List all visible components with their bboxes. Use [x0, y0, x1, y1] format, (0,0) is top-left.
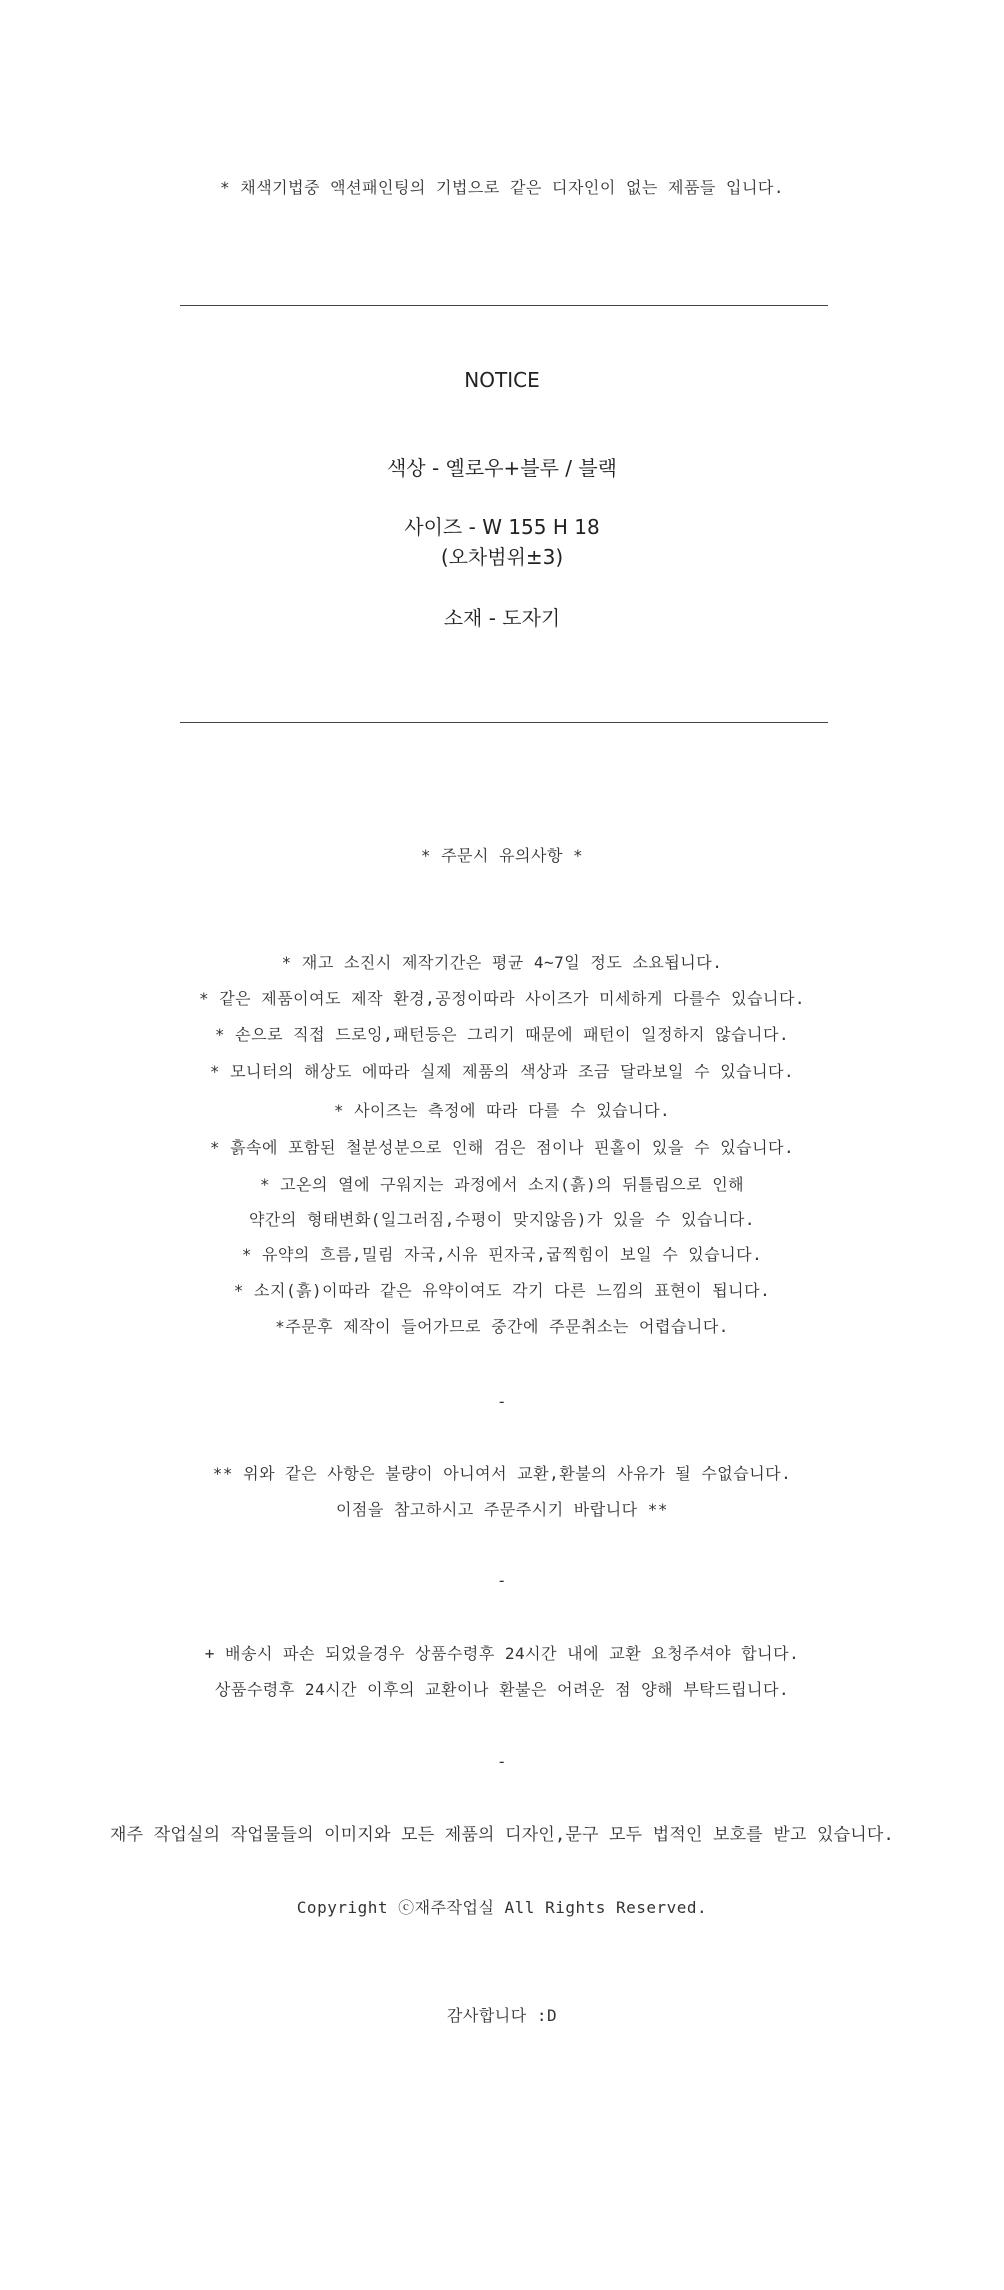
caution-item: * 흙속에 포함된 철분성분으로 인해 검은 점이나 핀홀이 있을 수 있습니다. [209, 1138, 795, 1157]
separator-dash: - [496, 1392, 508, 1411]
caution-item: * 사이즈는 측정에 따라 다를 수 있습니다. [333, 1101, 671, 1120]
shipping-line: 상품수령후 24시간 이후의 교환이나 환불은 어려운 점 양해 부탁드립니다. [214, 1680, 790, 1699]
copyright-text: Copyright ⓒ재주작업실 All Rights Reserved. [296, 1898, 708, 1917]
intro-text: * 채색기법중 액션패인팅의 기법으로 같은 디자인이 없는 제품들 입니다. [219, 178, 785, 197]
caution-item: * 유약의 흐름,밀림 자국,시유 핀자국,굽찍힘이 보일 수 있습니다. [241, 1245, 763, 1264]
caution-item: *주문후 제작이 들어가므로 중간에 주문취소는 어렵습니다. [275, 1317, 729, 1336]
disclaimer-line: 이점을 참고하시고 주문주시기 바랍니다 ** [335, 1500, 669, 1519]
thanks-text: 감사합니다 :D [446, 2006, 558, 2025]
notice-color: 색상 - 옐로우+블루 / 블랙 [386, 456, 618, 480]
notice-tolerance: (오차범위±3) [440, 545, 564, 569]
divider-top [180, 305, 828, 306]
caution-item: 약간의 형태변화(일그러짐,수평이 맞지않음)가 있을 수 있습니다. [248, 1210, 756, 1229]
caution-item: * 모니터의 해상도 에따라 실제 제품의 색상과 조금 달라보일 수 있습니다. [209, 1062, 795, 1081]
legal-notice: 재주 작업실의 작업물들의 이미지와 모든 제품의 디자인,문구 모두 법적인 보호를 받고 있습니다. [110, 1825, 894, 1845]
caution-item: * 손으로 직접 드로잉,패턴등은 그리기 때문에 패턴이 일정하지 않습니다. [214, 1025, 790, 1044]
notice-title: NOTICE [464, 368, 540, 392]
separator-dash: - [496, 1752, 508, 1771]
divider-bottom [180, 722, 828, 723]
caution-item: * 소지(흙)이따라 같은 유약이여도 각기 다른 느낌의 표현이 됩니다. [233, 1281, 771, 1300]
caution-item: * 재고 소진시 제작기간은 평균 4~7일 정도 소요됩니다. [281, 953, 723, 972]
separator-dash: - [496, 1571, 508, 1590]
caution-item: * 같은 제품이여도 제작 환경,공정이따라 사이즈가 미세하게 다를수 있습니다. [198, 989, 806, 1008]
caution-title: * 주문시 유의사항 * [420, 846, 584, 865]
disclaimer-line: ** 위와 같은 사항은 불량이 아니여서 교환,환불의 사유가 될 수없습니다. [212, 1464, 792, 1483]
notice-material: 소재 - 도자기 [443, 606, 561, 630]
caution-item: * 고온의 열에 구워지는 과정에서 소지(흙)의 뒤틀림으로 인해 [259, 1175, 745, 1194]
notice-size: 사이즈 - W 155 H 18 [404, 515, 600, 539]
shipping-line: + 배송시 파손 되었을경우 상품수령후 24시간 내에 교환 요청주셔야 합니다. [204, 1644, 800, 1663]
